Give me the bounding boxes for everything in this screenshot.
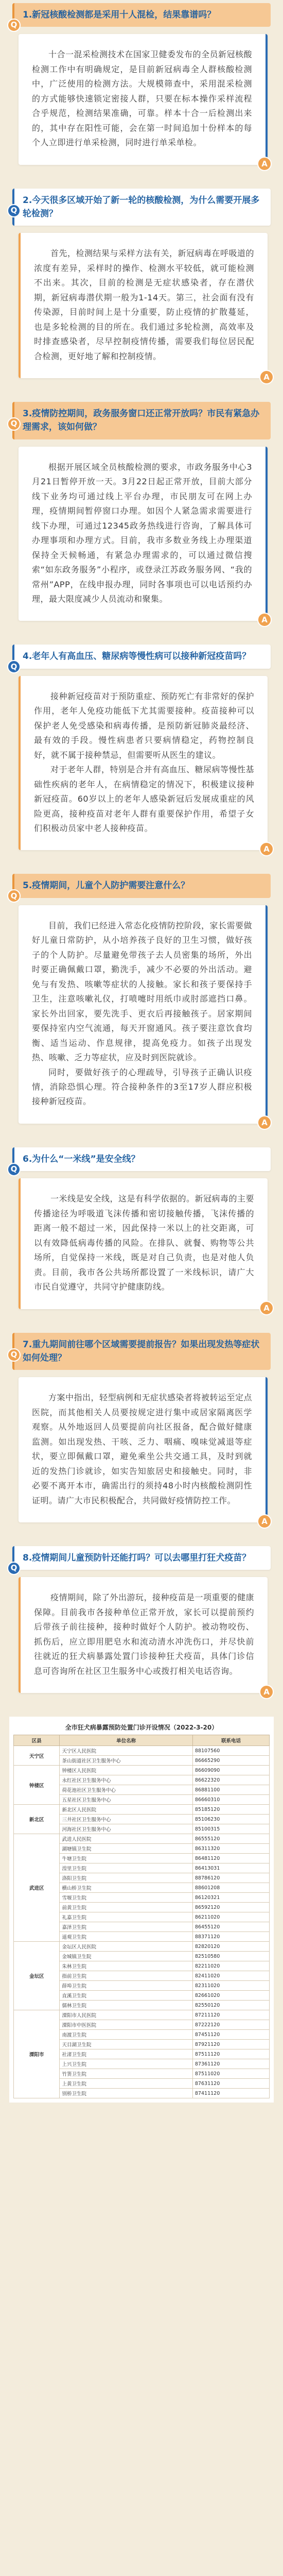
answer-paragraph: 首先，检测结果与采样方法有关，新冠病毒在呼吸道的浓度有差异，采样时的操作、检测水平较低，就可能检测不出来。其次，目前的检测是无症状感染者，存在潜伏期，新冠病毒潜伏期一般为1-14天。第三，社会面有没有传染源，目前时间上是十分重要，防止疫情的扩散蔓延，也是多轮检测的目的所在。我们通过多轮检测，高效率及时排查感染者，尽早控制疫情传播，需要我们每位居民配合检测，更好地了解和控制疫情。 xyxy=(34,248,255,361)
unit-cell: 礼嘉卫生院 xyxy=(60,1912,192,1922)
phone-cell: 86660310 xyxy=(192,1795,269,1805)
answer-card xyxy=(19,676,270,854)
unit-cell: 三井社区卫生服务中心 xyxy=(60,1815,192,1824)
unit-cell: 新北区人民医院 xyxy=(60,1805,192,1815)
header-phone: 联系电话 xyxy=(192,1735,269,1746)
unit-cell: 雪堰卫生院 xyxy=(60,1893,192,1903)
phone-cell: 82820120 xyxy=(192,1942,269,1952)
answer-card xyxy=(19,34,268,168)
answer-paragraph: 目前，我们已经进入常态化疫情防控阶段，家长需要做好儿童日常防护，从小培养孩子良好的卫生习惯，做好孩子的个人防护。尽量避免带孩子去人员密集的场所，外出时要正确佩戴口罩，勤洗手，减少不必要的外出活动。避免与有发热、咳嗽等症状的人接触。家长和孩子要保持手卫生，注意咳嗽礼仪，打喷嚏时用纸巾或肘部遮挡口鼻。家长外出回家，要先洗手、更衣后再接触孩子。居家期间要保持室内空气流通，每天开窗通风。孩子要注意饮食均衡、适当运动、作息规律，提高免疫力。如孩子出现发热、咳嗽、乏力等症状，应及时到医院就诊。 xyxy=(32,920,253,1063)
phone-cell: 82550120 xyxy=(192,2001,269,2010)
q-badge-icon: Q xyxy=(7,660,21,673)
answer-card xyxy=(19,1577,270,1697)
question-heading xyxy=(12,1333,271,1370)
q-badge-icon: Q xyxy=(7,417,21,431)
unit-cell: 河海社区卫生服务中心 xyxy=(60,1824,192,1834)
table-row xyxy=(14,1805,270,1815)
question-text: 疫情期间，儿童个人防护需要注意什么？ xyxy=(32,880,190,891)
answer-paragraph: 一米线是安全线，这是有科学依据的。新冠病毒的主要传播途径为呼吸道飞沫传播和密切接触传播，飞沫传播的距离一般不超过一米，因此保持一米以上的社交距离，可以有效降低病毒传播的风险。在排队、就餐、购物等公共场所，自觉保持一米线，既是对自己负责，也是对他人负责。目前，我市各公共场所都设置了一米线标识，请广大市民自觉遵守，共同守护健康防线。 xyxy=(34,1194,255,1292)
question-number: 8. xyxy=(23,1552,32,1563)
qa-block xyxy=(10,1333,271,1526)
question-heading xyxy=(12,402,271,439)
question-number: 3. xyxy=(23,409,32,419)
phone-cell: 82661020 xyxy=(192,1991,269,2001)
phone-cell: 85100315 xyxy=(192,1824,269,1834)
question-text: 疫情防控期间，政务服务窗口还正常开放吗？市民有紧急办理需求，该如何做？ xyxy=(23,409,260,433)
answer-card xyxy=(19,447,268,625)
phone-cell: 86555120 xyxy=(192,1834,269,1844)
district-cell: 新北区 xyxy=(14,1805,60,1834)
clinic-table-title: 全市狂犬病暴露预防处置门诊开设情况（2022-3-20） xyxy=(65,1724,218,1732)
a-badge-icon: A xyxy=(257,157,272,171)
phone-cell: 88601208 xyxy=(192,1883,269,1893)
answer-card xyxy=(19,1377,268,1526)
phone-cell: 87222120 xyxy=(192,2020,269,2030)
a-badge-icon: A xyxy=(257,1115,272,1130)
unit-cell: 荷花池社区卫生服务中心 xyxy=(60,1785,192,1795)
phone-cell: 82411020 xyxy=(192,1971,269,1981)
question-number: 7. xyxy=(23,1339,32,1350)
answer-card xyxy=(19,1178,270,1313)
phone-cell: 86881100 xyxy=(192,1785,269,1795)
answer-paragraph: 根据开展区域全员核酸检测的要求，市政务服务中心3月21日暂停开放一天。3月22日起正常开放，目前大部分线下业务均可通过线上平台办理，市民朋友可在网上办理，疫情期间暂停窗口办理。如因个人紧急需求需要进行线下办理，可通过12345政务热线进行咨询，了解具体可办理事项和办理方式。目前，我市多数业务线上办理渠道保持全天候畅通，有紧急办理需求的，可以通过微信搜索“如东政务服务”小程序，或登录江苏政务服务网、“我的常州”APP，在线申报办理，同时各事项也可以电话预约办理，最大限度减少人员流动和聚集。 xyxy=(32,462,252,604)
unit-cell: 直溪卫生院 xyxy=(60,1991,192,2001)
a-badge-icon: A xyxy=(259,842,274,856)
question-number: 6. xyxy=(23,1154,32,1164)
unit-cell: 朱林卫生院 xyxy=(60,1961,192,1971)
question-number: 4. xyxy=(23,651,32,662)
district-cell: 钟楼区 xyxy=(14,1766,60,1805)
phone-cell: 86665290 xyxy=(192,1756,269,1766)
answer-paragraph: 同时，要做好孩子的心理疏导，引导孩子正确认识疫情，消除恐惧心理。符合接种条件的3至17岁人群应积极接种新冠疫苗。 xyxy=(32,1067,252,1107)
question-heading xyxy=(10,1147,271,1174)
phone-cell: 87631120 xyxy=(192,2079,269,2089)
phone-cell: 87511120 xyxy=(192,2049,269,2059)
answer-card xyxy=(19,905,268,1127)
unit-cell: 上兴卫生院 xyxy=(60,2059,192,2069)
question-heading xyxy=(12,189,271,226)
qa-block xyxy=(10,874,271,1127)
unit-cell: 别桥卫生院 xyxy=(60,2089,192,2098)
question-heading xyxy=(10,874,271,901)
answer-paragraph: 方案中指出，轻型病例和无症状感染者将被转运至定点医院，而其他相关人员要按规定进行集中或居家隔离医学观察。从外地返回人员要提前向社区报备，配合做好健康监测。如出现发热、干咳、乏力、咽痛、嗅味觉减退等症状，要立即佩戴口罩，避免乘坐公共交通工具，及时到就近的发热门诊就诊，如实告知旅居史和接触史。同时，非必要不离开本市，确需出行的须持48小时内核酸检测阴性证明。请广大市民积极配合，共同做好疫情防控工作。 xyxy=(32,1393,253,1505)
question-heading xyxy=(10,3,271,30)
phone-cell: 86455120 xyxy=(192,1922,269,1932)
phone-cell: 82510580 xyxy=(192,1952,269,1961)
table-row xyxy=(14,1746,270,1756)
phone-cell: 87361120 xyxy=(192,2059,269,2069)
unit-cell: 溧阳市中医医院 xyxy=(60,2020,192,2030)
header-district: 区县 xyxy=(14,1735,60,1746)
unit-cell: 牛塘卫生院 xyxy=(60,1854,192,1863)
question-heading xyxy=(10,645,271,671)
phone-cell: 88786120 xyxy=(192,1873,269,1883)
qa-block xyxy=(10,1147,271,1313)
table-row xyxy=(14,1942,270,1952)
unit-cell: 上黄卫生院 xyxy=(60,2079,192,2089)
question-number: 2. xyxy=(23,195,32,206)
table-row xyxy=(14,1834,270,1844)
unit-cell: 湟里卫生院 xyxy=(60,1863,192,1873)
unit-cell: 指前卫生院 xyxy=(60,1971,192,1981)
q-badge-icon: Q xyxy=(7,1348,21,1362)
qa-list xyxy=(0,3,283,1697)
phone-cell: 86592120 xyxy=(192,1903,269,1912)
question-heading xyxy=(10,1546,271,1573)
unit-cell: 湖塘镇卫生院 xyxy=(60,1844,192,1854)
unit-cell: 遥观卫生院 xyxy=(60,1932,192,1942)
unit-cell: 茶山街道社区卫生服务中心 xyxy=(60,1756,192,1766)
unit-cell: 竹箦卫生院 xyxy=(60,2069,192,2079)
phone-cell: 88107560 xyxy=(192,1746,269,1756)
answer-paragraph: 十合一混采检测技术在国家卫健委发布的全员新冠核酸检测工作中有明确规定，是目前新冠病毒全人群核酸检测中，广泛使用的检测方法。大规模筛查中，采用混采检测的方式能够快速锁定密接人群，只要在标本操作采样流程合乎规范，检测结果准确，可靠。样本十合一后检测出来的，其中存在阳性可能，会在第一时间追加十份样本的每个人立即进行单采检测，同时进行单采单检。 xyxy=(32,49,253,148)
unit-cell: 前黄卫生院 xyxy=(60,1903,192,1912)
unit-cell: 溧阳市人民医院 xyxy=(60,2010,192,2020)
a-badge-icon: A xyxy=(257,613,272,627)
qa-block xyxy=(10,3,271,168)
phone-cell: 86481120 xyxy=(192,1854,269,1863)
q-badge-icon: Q xyxy=(7,889,21,903)
question-text: 今天很多区域开始了新一轮的核酸检测，为什么需要开展多轮检测？ xyxy=(23,195,260,219)
phone-cell: 82311020 xyxy=(192,1981,269,1991)
unit-cell: 社渚卫生院 xyxy=(60,2049,192,2059)
question-number: 5. xyxy=(23,880,32,891)
phone-cell: 82211020 xyxy=(192,1961,269,1971)
unit-cell: 金城镇卫生院 xyxy=(60,1952,192,1961)
phone-cell: 87411120 xyxy=(192,2089,269,2098)
question-text: 新冠核酸检测都是采用十人混检，结果靠谱吗？ xyxy=(32,10,216,20)
answer-paragraph: 接种新冠疫苗对于预防重症、预防死亡有非常好的保护作用，老年人免疫功能低下尤其需要接种。疫苗接种可以保护老人免受感染和病毒传播，是预防新冠肺炎最经济、最有效的手段。慢性病患者只要病情稳定，药物控制良好，就不属于接种禁忌，但需要听从医生的建议。 xyxy=(34,691,255,760)
unit-cell: 嘉泽卫生院 xyxy=(60,1922,192,1932)
qa-block xyxy=(10,645,271,854)
unit-cell: 天宁区人民医院 xyxy=(60,1746,192,1756)
answer-card xyxy=(19,233,270,382)
phone-cell: 87211120 xyxy=(192,2010,269,2020)
question-text: 重九期间前往哪个区域需要提前报告？如果出现发热等症状如何处理？ xyxy=(23,1339,260,1363)
phone-cell: 86211020 xyxy=(192,1912,269,1922)
unit-cell: 永红社区卫生服务中心 xyxy=(60,1775,192,1785)
district-cell: 金坛区 xyxy=(14,1942,60,2010)
phone-cell: 86609090 xyxy=(192,1766,269,1775)
unit-cell: 洛阳卫生院 xyxy=(60,1873,192,1883)
phone-cell: 85106230 xyxy=(192,1815,269,1824)
a-badge-icon: A xyxy=(259,1301,274,1315)
answer-paragraph: 疫情期间，除了外出游玩，接种疫苗是一项重要的健康保障。目前我市各接种单位正常开放，家长可以提前预约后带孩子前往接种，接种时做好个人防护。被动物咬伤、抓伤后，应立即用肥皂水和流动清水冲洗伤口，并尽快前往就近的狂犬病暴露处置门诊接种狂犬疫苗，具体门诊信息可咨询所在社区卫生服务中心或拨打相关电话咨询。 xyxy=(34,1592,255,1676)
clinic-table-body xyxy=(14,1746,270,2098)
qa-block xyxy=(10,1546,271,1697)
header-unit: 单位名称 xyxy=(60,1735,192,1746)
qa-block xyxy=(10,189,271,382)
phone-cell: 88371120 xyxy=(192,1932,269,1942)
unit-cell: 钟楼区人民医院 xyxy=(60,1766,192,1775)
phone-cell: 86413031 xyxy=(192,1863,269,1873)
a-badge-icon: A xyxy=(257,1514,272,1529)
phone-cell: 87921120 xyxy=(192,2040,269,2049)
clinic-table-section xyxy=(9,1717,274,2103)
unit-cell: 南渡卫生院 xyxy=(60,2030,192,2040)
q-badge-icon: Q xyxy=(7,204,21,217)
a-badge-icon: A xyxy=(259,370,274,384)
clinic-table xyxy=(13,1735,270,2098)
district-cell: 武进区 xyxy=(14,1834,60,1942)
unit-cell: 儒林卫生院 xyxy=(60,2001,192,2010)
unit-cell: 天目湖卫生院 xyxy=(60,2040,192,2049)
answer-paragraph: 对于老年人群，特别是合并有高血压、糖尿病等慢性基础性疾病的老年人，在病情稳定的情况下，积极建议接种新冠疫苗。60岁以上的老年人感染新冠后发展成重症的风险更高，接种疫苗对老年人群有重要保护作用，希望子女们积极动员家中老人接种疫苗。 xyxy=(34,765,255,833)
question-text: 老年人有高血压、糖尿病等慢性病可以接种新冠疫苗吗？ xyxy=(32,651,251,662)
unit-cell: 武进人民医院 xyxy=(60,1834,192,1844)
phone-cell: 86311320 xyxy=(192,1844,269,1854)
unit-cell: 横山桥卫生院 xyxy=(60,1883,192,1893)
phone-cell: 86120321 xyxy=(192,1893,269,1903)
phone-cell: 87511020 xyxy=(192,2069,269,2079)
district-cell: 天宁区 xyxy=(14,1746,60,1766)
table-row xyxy=(14,2010,270,2020)
phone-cell: 87451120 xyxy=(192,2030,269,2040)
question-text: 为什么“一米线”是安全线？ xyxy=(32,1154,140,1164)
q-badge-icon: Q xyxy=(7,1562,21,1575)
q-badge-icon: Q xyxy=(7,1163,21,1176)
phone-cell: 86622320 xyxy=(192,1775,269,1785)
q-badge-icon: Q xyxy=(7,19,21,32)
district-cell: 溧阳市 xyxy=(14,2010,60,2098)
qa-block xyxy=(10,402,271,625)
unit-cell: 薛埠卫生院 xyxy=(60,1981,192,1991)
phone-cell: 85185120 xyxy=(192,1805,269,1815)
table-row xyxy=(14,1766,270,1775)
a-badge-icon: A xyxy=(259,1685,274,1699)
clinic-table-header-row xyxy=(14,1735,270,1746)
unit-cell: 五星社区卫生服务中心 xyxy=(60,1795,192,1805)
question-number: 1. xyxy=(23,10,32,20)
unit-cell: 金坛区人民医院 xyxy=(60,1942,192,1952)
question-text: 疫情期间儿童预防针还能打吗？可以去哪里打狂犬疫苗？ xyxy=(32,1552,251,1563)
